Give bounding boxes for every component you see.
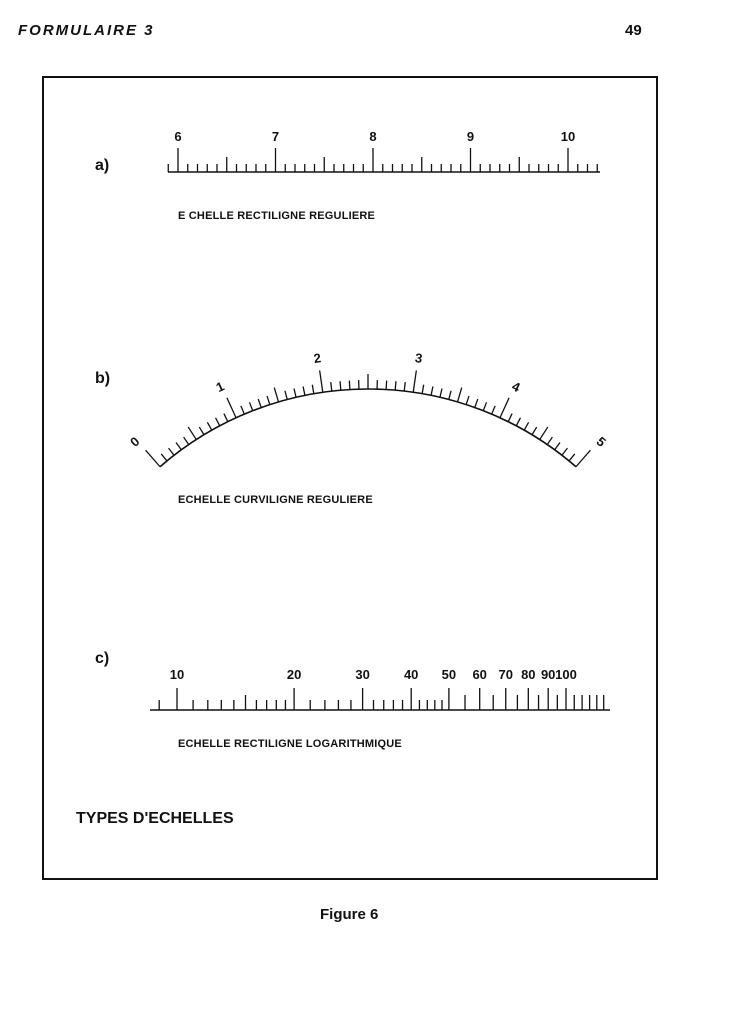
scale-tick [224, 414, 228, 422]
scale-tick [576, 450, 590, 467]
scale-tick [274, 388, 278, 402]
logarithmic-scale [150, 667, 610, 710]
scale-tick [422, 385, 424, 394]
scale-tick-label: 20 [286, 667, 302, 682]
panel-b-label: b) [95, 370, 111, 387]
scale-tick [161, 454, 167, 461]
scale-tick-label: 80 [521, 667, 536, 682]
scale-tick [500, 398, 509, 418]
scale-tick-label: 60 [472, 667, 487, 682]
scale-tick [547, 437, 552, 444]
scale-tick-label: 8 [369, 129, 377, 144]
scale-tick-label: 5 [593, 433, 609, 450]
scale-tick-label: 2 [312, 350, 322, 367]
panel-a-label: a) [95, 157, 110, 174]
scale-tick [540, 427, 548, 440]
scale-tick [508, 414, 512, 422]
scale-tick [386, 381, 387, 390]
scale-tick [331, 382, 332, 391]
scale-tick [146, 450, 160, 467]
figure-caption: Figure 6 [320, 906, 379, 923]
scale-tick [466, 396, 469, 405]
scale-tick [184, 437, 189, 444]
scale-tick [349, 381, 350, 390]
scale-tick [492, 406, 496, 414]
scale-tick [483, 402, 486, 410]
scale-tick-label: 7 [271, 129, 280, 144]
panel-c-label: c) [95, 650, 110, 667]
scale-tick [340, 381, 341, 390]
scale-tick [285, 391, 287, 400]
scale-tick [303, 387, 305, 396]
scale-tick [532, 427, 537, 435]
scale-tick [169, 448, 175, 455]
scale-tick-label: 30 [355, 667, 370, 682]
scale-tick-label: 0 [127, 433, 143, 450]
panel-b-caption: ECHELLE CURVILIGNE REGULIERE [178, 494, 373, 506]
scale-tick [199, 427, 204, 435]
panel-c-caption: ECHELLE RECTILIGNE LOGARITHMIQUE [178, 738, 402, 750]
scale-tick [562, 448, 568, 455]
scale-tick-label: 50 [441, 667, 457, 682]
scale-tick [294, 389, 296, 398]
scale-tick [258, 399, 261, 407]
scale-tick [241, 406, 245, 414]
curvilinear-scale [127, 350, 609, 467]
scale-tick [207, 422, 211, 430]
scale-tick [216, 418, 220, 426]
panel-a-caption: E CHELLE RECTILIGNE REGULIERE [178, 210, 376, 222]
scale-tick [312, 385, 314, 394]
scale-arc [160, 389, 576, 467]
page-number: 49 [625, 22, 642, 39]
scale-tick-label: 6 [174, 129, 182, 144]
scale-tick [555, 443, 560, 450]
section-title: TYPES D'ECHELLES [76, 810, 234, 827]
scale-tick [176, 443, 181, 450]
scale-tick-label: 4 [509, 378, 523, 396]
scale-tick [440, 389, 442, 398]
running-header-title: FORMULAIRE 3 [18, 22, 155, 39]
linear-scale [168, 129, 600, 172]
scale-tick [413, 370, 416, 392]
scale-tick [524, 422, 528, 430]
scale-tick [404, 382, 405, 391]
scale-tick [475, 399, 478, 407]
scale-tick [267, 396, 270, 405]
scale-tick-label: 1 [213, 378, 227, 396]
scale-tick-label: 70 [498, 667, 513, 682]
scale-tick [449, 391, 451, 400]
scale-tick-label: 10 [169, 667, 185, 682]
scale-tick [569, 454, 575, 461]
scale-tick-label: 3 [414, 350, 424, 367]
scale-tick [395, 381, 396, 390]
scale-tick-label: 40 [403, 667, 419, 682]
scale-tick [431, 387, 433, 396]
scale-tick [516, 418, 520, 426]
scale-tick [188, 427, 196, 440]
scale-tick [249, 402, 252, 410]
scale-tick [458, 388, 462, 402]
scale-tick [320, 370, 323, 392]
scale-tick-label: 100 [555, 667, 577, 682]
scale-tick [227, 398, 236, 418]
scale-tick-label: 90 [540, 667, 556, 682]
scale-tick-label: 9 [466, 129, 475, 144]
scale-tick-label: 10 [560, 129, 576, 144]
